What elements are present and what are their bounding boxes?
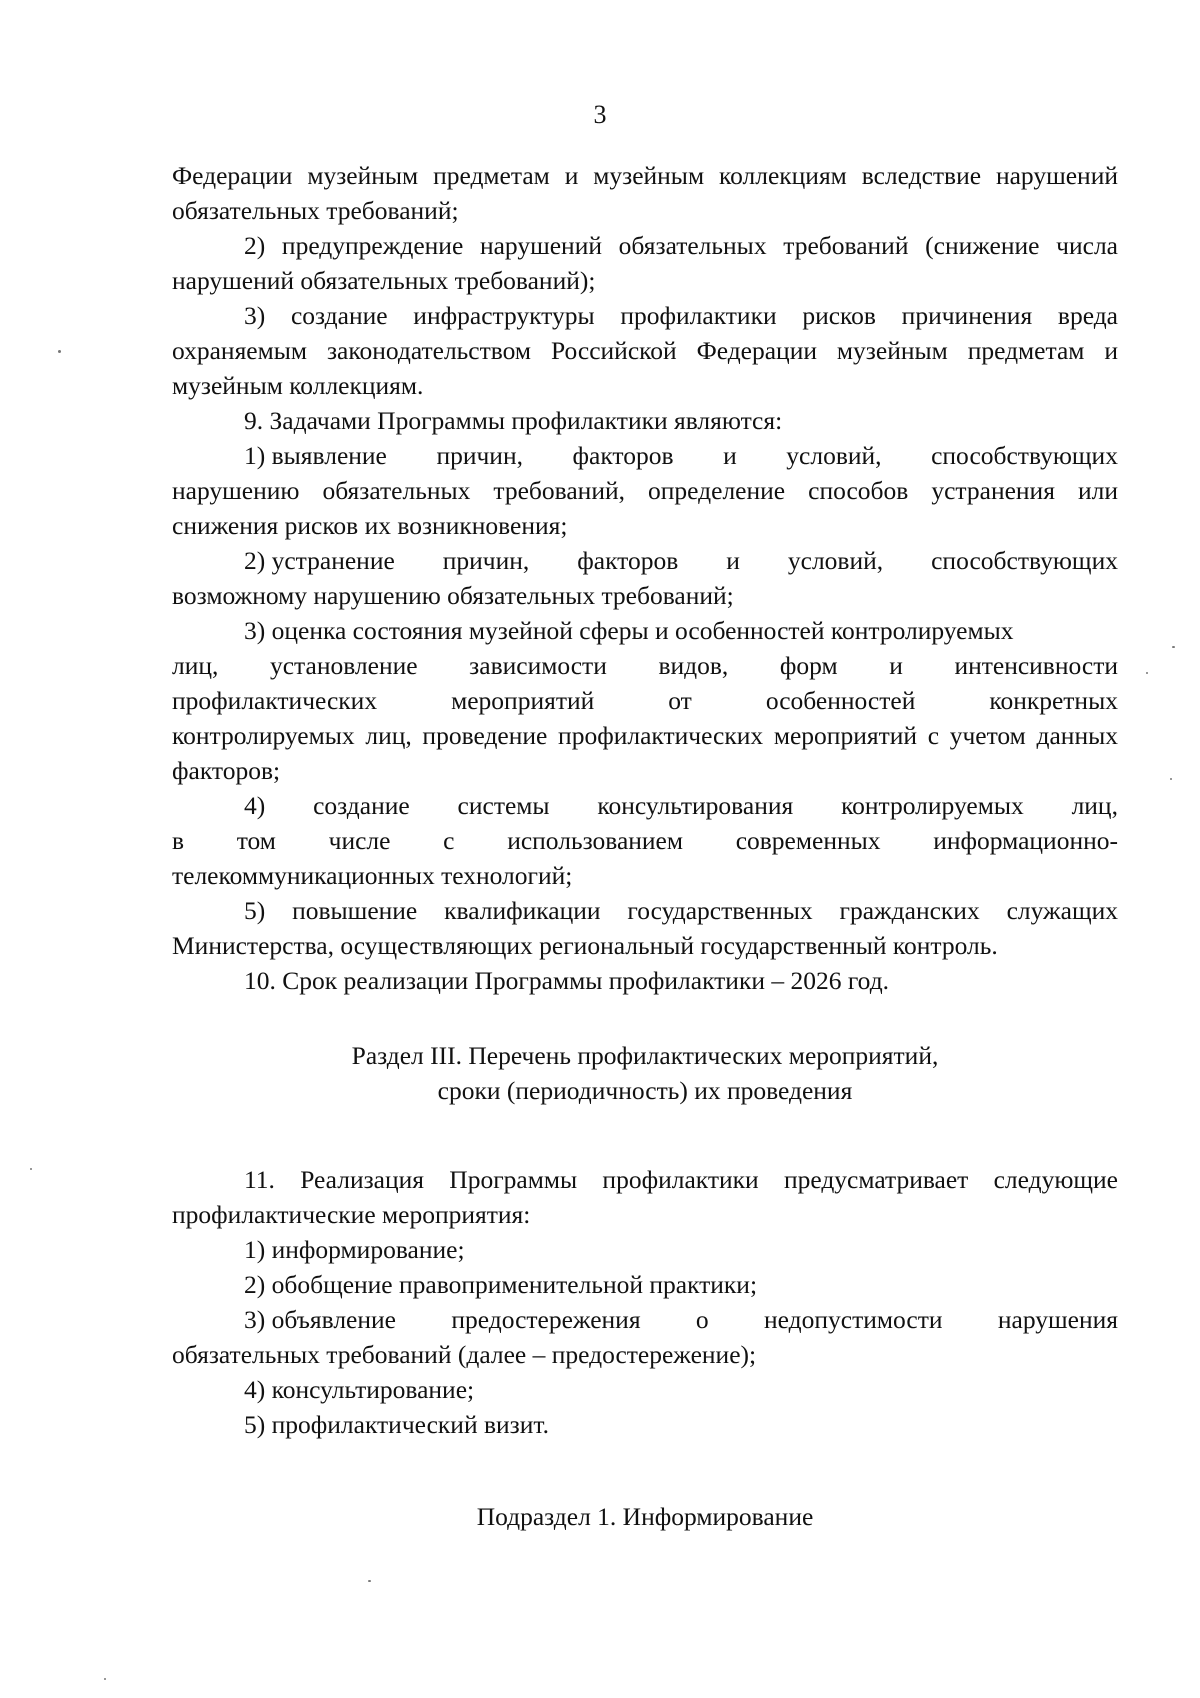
section-heading-line-1: Раздел III. Перечень профилактических мероприятий, <box>351 1041 939 1070</box>
section-heading <box>172 1038 1118 1108</box>
task-2-rest: возможному нарушению обязательных требований; <box>172 581 734 610</box>
warning-first-line: 3) объявление предостережения о недопустимости нарушения <box>244 1305 1118 1334</box>
paragraph-measures-intro: 11. Реализация Программы профилактики предусматривает следующие профилактические мероприятия: <box>172 1165 1118 1229</box>
list-item-consulting: 4) консультирование; <box>244 1375 475 1404</box>
page-number: 3 <box>593 100 607 129</box>
task-1-rest: нарушению обязательных требований, определение способов устранения или снижения рисков их возникновения; <box>172 476 1118 540</box>
section-heading-line-2: сроки (периодичность) их проведения <box>437 1076 853 1105</box>
list-item-practice-summary: 2) обобщение правоприменительной практики; <box>244 1270 758 1299</box>
task-1-first-line: 1) выявление причин, факторов и условий, способствующих <box>244 441 1118 470</box>
paragraph-tasks-intro: 9. Задачами Программы профилактики являются: <box>244 406 783 435</box>
paragraph-goals-continuation: Федерации музейным предметам и музейным коллекциям вследствие нарушений обязательных требований; <box>172 161 1118 225</box>
paragraph-task-2 <box>172 543 1118 613</box>
paragraph-task-1 <box>172 438 1118 543</box>
paragraph-goal-2: 2) предупреждение нарушений обязательных требований (снижение числа нарушений обязательных требований); <box>172 231 1118 295</box>
task-4-rest: телекоммуникационных технологий; <box>172 861 573 890</box>
paragraph-task-3 <box>172 613 1118 788</box>
paragraph-task-4 <box>172 788 1118 893</box>
paragraph-goal-3: 3) создание инфраструктуры профилактики рисков причинения вреда охраняемым законодательством Российской Федерации музейным предметам и музейным коллекциям. <box>172 301 1118 400</box>
task-4-first-line: 4) создание системы консультирования контролируемых лиц, <box>244 791 1118 820</box>
list-item-visit: 5) профилактический визит. <box>244 1410 549 1439</box>
task-4-second-line: в том числе с использованием современных информационно- <box>172 826 1118 855</box>
paragraph-task-5: 5) повышение квалификации государственных гражданских служащих Министерства, осуществляющих региональный государственный контроль. <box>172 896 1118 960</box>
task-3-rest: контролируемых лиц, проведение профилактических мероприятий с учетом данных факторов; <box>172 721 1118 785</box>
subsection-heading: Подраздел 1. Информирование <box>476 1502 814 1531</box>
list-item-warning <box>172 1302 1118 1372</box>
task-3-second-line: лиц, установление зависимости видов, форм и интенсивности <box>172 651 1118 680</box>
task-2-first-line: 2) устранение причин, факторов и условий, способствующих <box>244 546 1118 575</box>
warning-rest: обязательных требований (далее – предостережение); <box>172 1340 757 1369</box>
list-item-informing: 1) информирование; <box>244 1235 465 1264</box>
document-body <box>172 158 1118 1534</box>
task-3-third-line: профилактических мероприятий от особенностей конкретных <box>172 686 1118 715</box>
paragraph-program-term: 10. Срок реализации Программы профилактики – 2026 год. <box>244 966 890 995</box>
task-3-first-line: 3) оценка состояния музейной сферы и особенностей контролируемых <box>244 616 1014 645</box>
